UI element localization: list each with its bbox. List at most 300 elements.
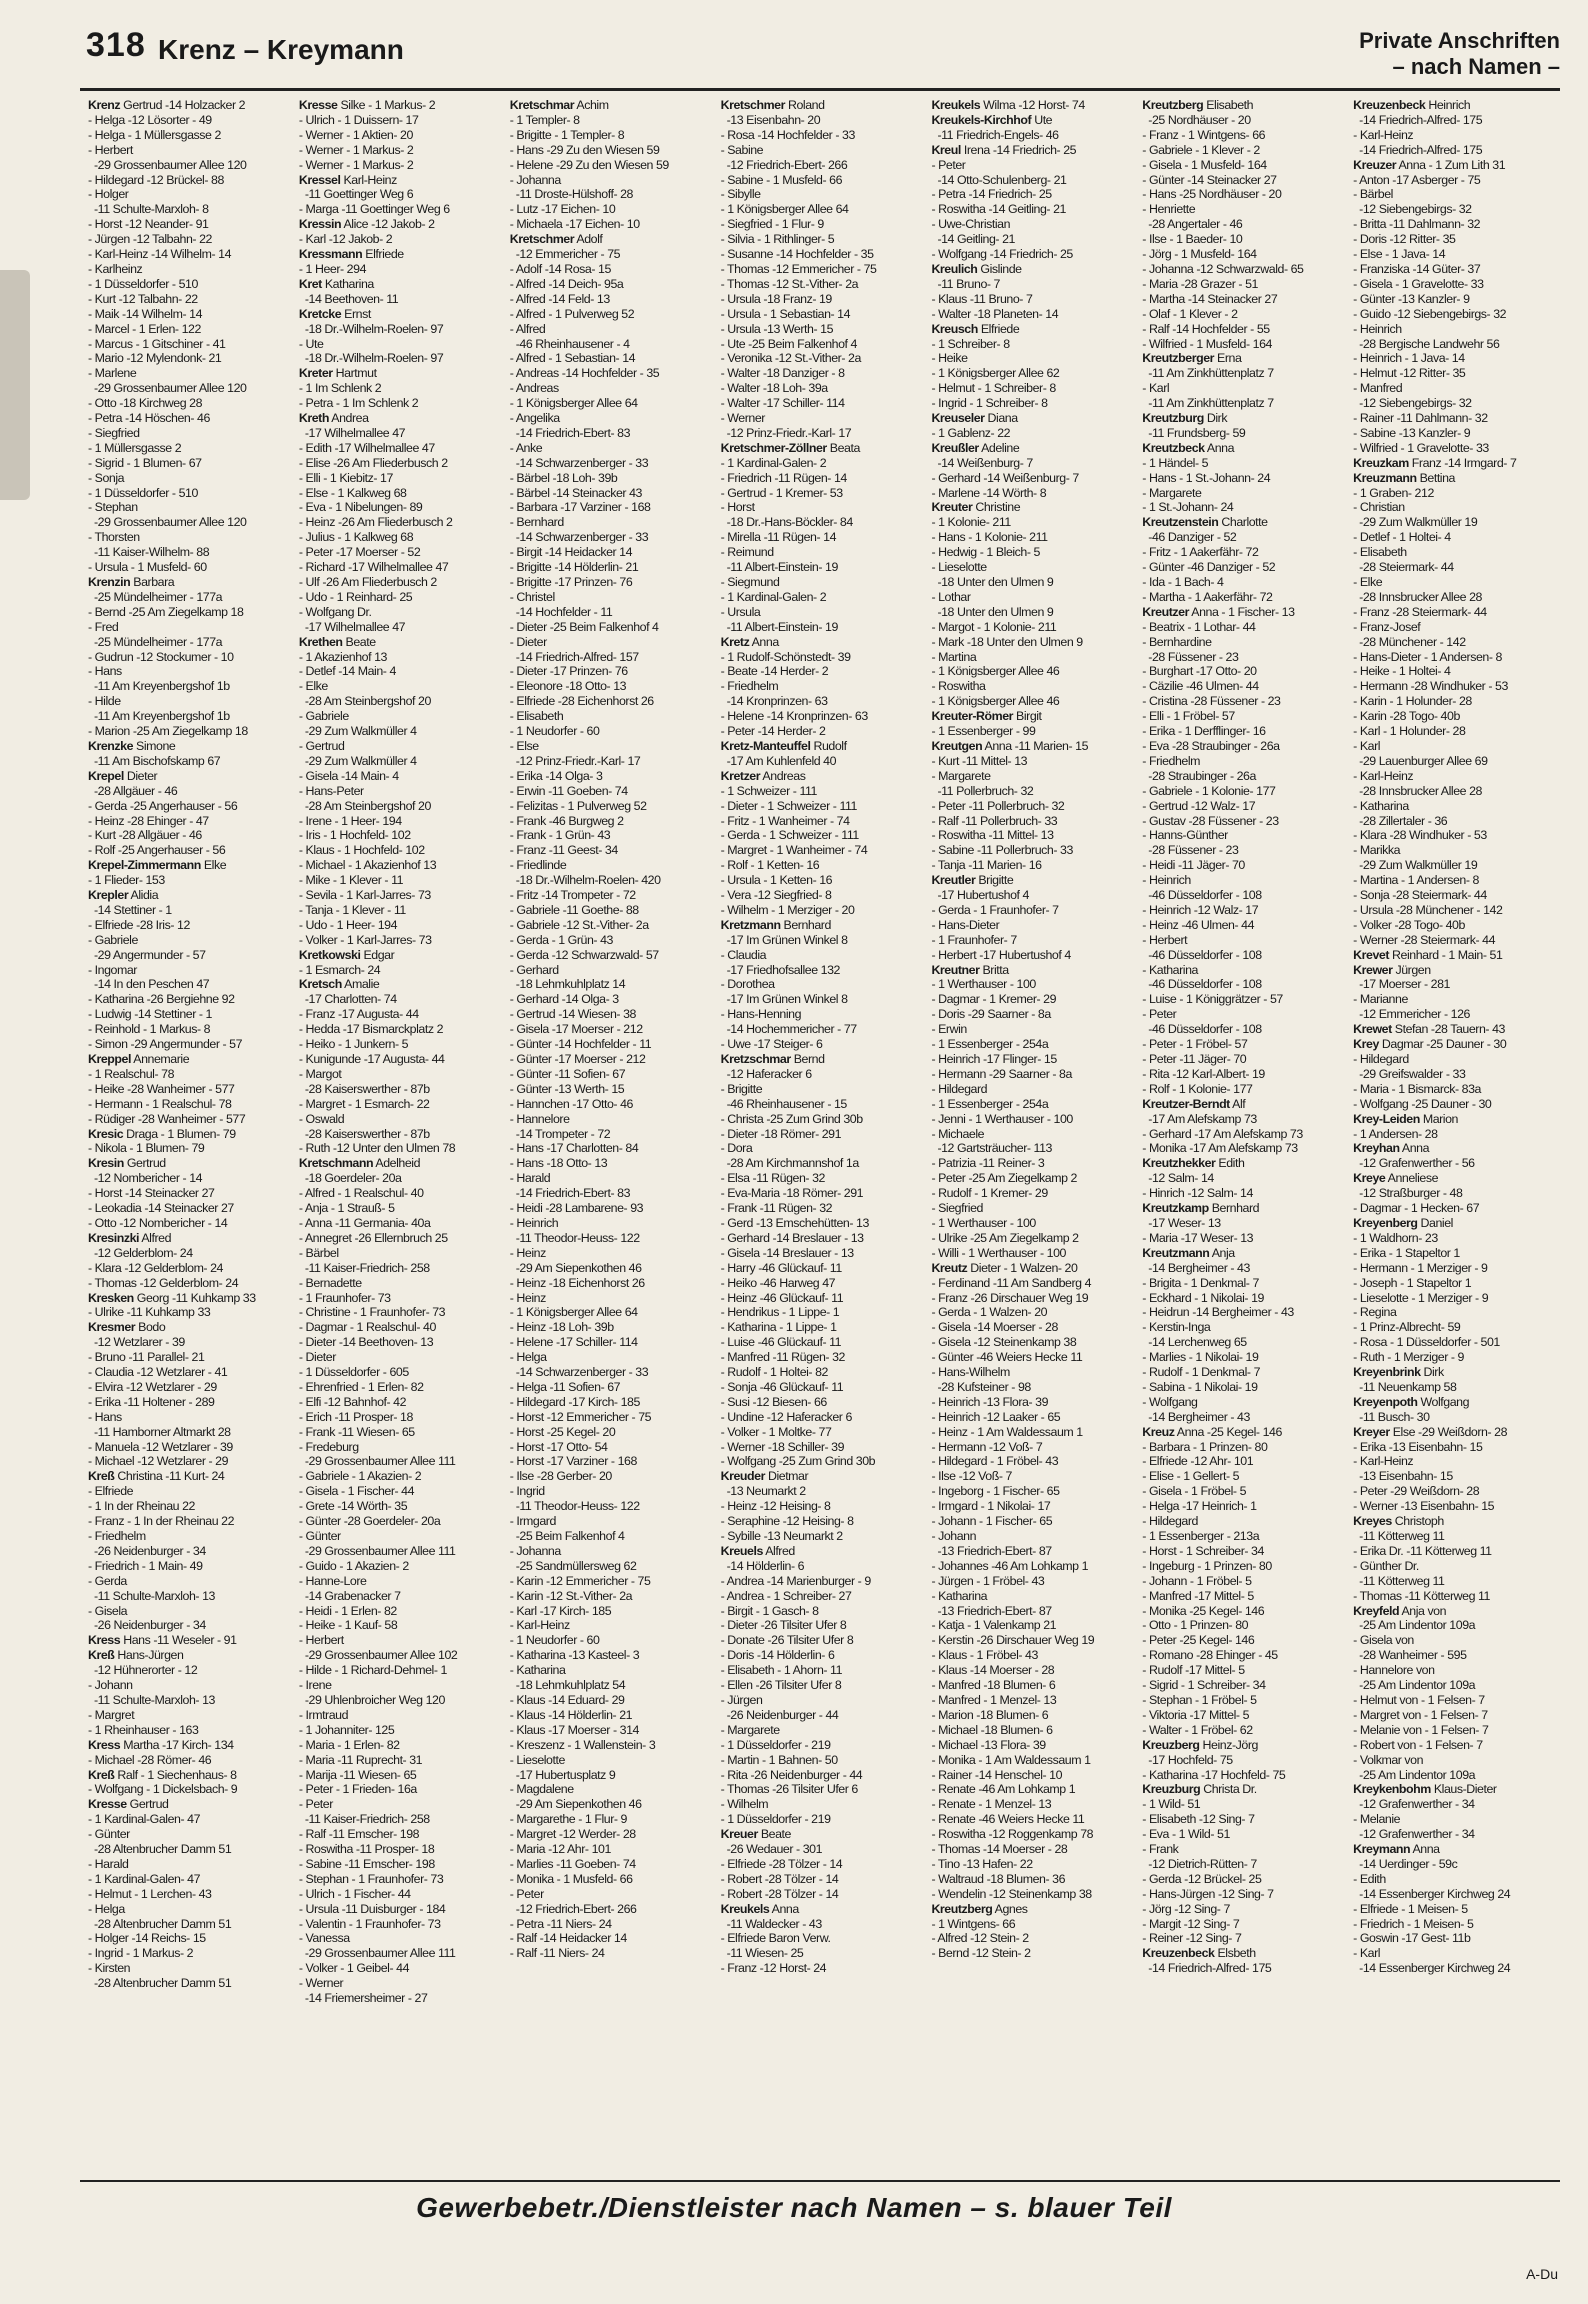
directory-entry: -11 Kaiser-Wilhelm- 88 (94, 545, 210, 560)
directory-surname-entry (1142, 411, 1349, 426)
directory-entry: - Marija -11 Wiesen- 65 (298, 1767, 417, 1782)
directory-entry: - Michael -12 Wetzlarer - 29 (88, 1454, 229, 1469)
directory-entry: - Rosa - 1 Düsseldorfer - 501 (1353, 1335, 1500, 1350)
entry-detail: Gertrud -14 Holzacker 2 (120, 98, 246, 112)
directory-entry: -17 Wilhelmallee 47 (304, 619, 406, 634)
surname: Kreutzberger (1142, 351, 1215, 366)
surname: Kreß (88, 1469, 115, 1484)
directory-entry: -18 Unter den Ulmen 9 (937, 575, 1054, 589)
directory-entry: - Ingomar (88, 962, 137, 977)
directory-entry: -11 Am Bischofskamp 67 (94, 753, 221, 768)
directory-entry: - Andreas (509, 381, 559, 396)
directory-entry: - Hans (88, 664, 122, 679)
entry-detail: Bettina (1416, 470, 1455, 485)
entry-detail: Gertrud (123, 1156, 166, 1171)
directory-entry: - Katharina -26 Bergiehne 92 (88, 992, 235, 1007)
directory-entry: - Ursula -13 Werth- 15 (720, 321, 834, 336)
directory-entry: - Rolf - 1 Ketten- 16 (720, 858, 820, 873)
directory-entry: - Margit -12 Sing- 7 (1142, 1916, 1240, 1931)
directory-entry: - Helene -17 Schiller- 114 (509, 1335, 638, 1350)
directory-entry: - Harald (88, 1856, 129, 1871)
directory-entry: -14 Otto-Schulenberg- 21 (937, 172, 1067, 187)
directory-entry: - Ursula - 1 Sebastian- 14 (720, 306, 851, 321)
directory-column-5 (931, 98, 1138, 2178)
directory-entry: - Werner - 1 Markus- 2 (298, 142, 414, 157)
directory-entry: - Melanie (1353, 1812, 1401, 1827)
entry-detail: Edgar (360, 947, 395, 962)
directory-entry: -14 Friedrich-Alfred- 175 (1148, 1961, 1272, 1976)
directory-entry: - 1 St.-Johann- 24 (1142, 500, 1234, 515)
directory-entry: - Frank -46 Burgweg 2 (509, 813, 624, 828)
surname: Kreyenberg (1353, 1215, 1418, 1230)
directory-surname-entry (721, 918, 928, 933)
directory-entry: - Lieselotte (931, 560, 987, 575)
directory-entry: - Margarethe - 1 Flur- 9 (509, 1812, 627, 1827)
directory-entry: - Helga - 1 Müllersgasse 2 (88, 127, 221, 142)
directory-entry: - Stephan - 1 Fröbel- 5 (1142, 1692, 1257, 1707)
directory-entry: - Hildegard (1353, 1052, 1409, 1066)
entry-detail: Anja von (1399, 1603, 1447, 1618)
directory-entry: - Wolfgang Dr. (298, 604, 372, 619)
directory-entry: -17 Am Alefskamp 73 (1148, 1111, 1257, 1126)
directory-entry: -46 Rheinhausener - 15 (726, 1096, 847, 1111)
directory-entry: - Peter -25 Kegel- 146 (1142, 1633, 1255, 1648)
surname: Kreutgen (931, 738, 983, 753)
directory-entry: - Hans-Peter (298, 783, 364, 798)
surname: Kreppel (88, 1052, 131, 1066)
directory-entry: - Heiko -46 Harweg 47 (720, 1275, 836, 1290)
directory-entry: - Martina - 1 Andersen- 8 (1353, 873, 1479, 888)
directory-entry: -11 Kötterweg 11 (1359, 1573, 1445, 1588)
directory-entry: - Uwe-Christian (931, 217, 1011, 232)
directory-entry: - Karin - 1 Holunder- 28 (1353, 694, 1472, 709)
directory-entry: - Goswin -17 Gest- 11b (1353, 1931, 1471, 1946)
directory-entry: - Claudia (720, 947, 767, 962)
directory-entry: - Hans (88, 1409, 122, 1424)
directory-entry: - Werner (298, 1976, 344, 1991)
directory-entry: -11 Kötterweg 11 (1359, 1529, 1445, 1543)
directory-entry: - Gisela - 1 Fröbel- 5 (1142, 1484, 1247, 1499)
directory-entry: - Elise -26 Am Fliederbusch 2 (298, 455, 448, 470)
directory-entry: - Karl-Heinz (509, 1618, 570, 1633)
directory-entry: - Margret - 1 Wanheimer - 74 (720, 843, 868, 858)
directory-column-7 (1353, 98, 1560, 2178)
directory-entry: -26 Neidenburger - 34 (94, 1618, 206, 1633)
directory-surname-entry (299, 307, 506, 322)
directory-entry: - Robert von - 1 Felsen- 7 (1353, 1737, 1483, 1752)
directory-entry: -12 Grafenwerther - 34 (1359, 1797, 1475, 1812)
directory-entry: - Marcel - 1 Erlen- 122 (88, 321, 201, 336)
directory-entry: - Heinrich -17 Flinger- 15 (931, 1052, 1057, 1066)
directory-entry: - Hildegard (1142, 1514, 1198, 1529)
directory-entry: - Hilde (88, 694, 121, 709)
directory-entry: - 1 Düsseldorfer - 219 (720, 1737, 831, 1752)
directory-entry: - Dieter -17 Prinzen- 76 (509, 664, 628, 679)
surname: Kreutzkamp (1142, 1201, 1209, 1216)
directory-surname-entry (721, 98, 928, 113)
directory-entry: -14 Essenberger Kirchweg 24 (1359, 1961, 1511, 1976)
entry-detail: Bernhard (780, 917, 831, 932)
directory-surname-entry (299, 948, 506, 963)
directory-entry: - Claudia -12 Wetzlarer - 41 (88, 1365, 228, 1380)
directory-entry: - Grete -14 Wörth- 35 (298, 1499, 408, 1514)
directory-entry: -46 Rheinhausener - 4 (515, 336, 630, 351)
surname: Kreutzberg (1142, 98, 1204, 112)
directory-entry: - Günter (298, 1529, 341, 1543)
directory-entry: - Birgit -14 Heidacker 14 (509, 545, 633, 560)
directory-entry: -14 Schwarzenberger - 33 (515, 1365, 649, 1380)
directory-entry: -11 Busch- 30 (1359, 1409, 1430, 1424)
directory-entry: - Roswitha -11 Prosper- 18 (298, 1842, 435, 1857)
directory-entry: - Christel (509, 589, 555, 604)
directory-entry: - Martin - 1 Bahnen- 50 (720, 1752, 838, 1767)
directory-entry: -28 Füssener - 23 (1148, 843, 1239, 858)
directory-entry: - Viktoria -17 Mittel- 5 (1142, 1707, 1250, 1722)
directory-entry: - Elise - 1 Gellert- 5 (1142, 1469, 1240, 1484)
directory-surname-entry (1353, 963, 1560, 978)
directory-entry: - Bernadette (298, 1275, 362, 1290)
directory-entry: - 1 Gablenz- 22 (931, 425, 1011, 440)
directory-entry: - Karl -17 Kirch- 185 (509, 1603, 612, 1618)
surname: Kreutzer-Berndt (1142, 1096, 1230, 1111)
entry-detail: Wolfgang (1417, 1394, 1470, 1409)
directory-entry: - Elfi -12 Bahnhof- 42 (298, 1394, 407, 1409)
directory-entry: -17 Im Grünen Winkel 8 (726, 992, 848, 1007)
directory-entry: - Johanna -12 Schwarzwald- 65 (1142, 261, 1304, 276)
directory-entry: - Heinrich -12 Laaker - 65 (931, 1409, 1061, 1424)
directory-entry: - Günter (88, 1827, 130, 1842)
directory-entry: - Walter -17 Schiller- 114 (720, 396, 845, 411)
directory-entry: - Dagmar - 1 Realschul- 40 (298, 1320, 436, 1335)
directory-entry: - Jörg - 1 Musfeld- 164 (1142, 247, 1257, 262)
directory-entry: - Maria -28 Grazer - 51 (1142, 276, 1258, 291)
directory-entry: -14 Geitling- 21 (937, 232, 1015, 247)
directory-surname-entry (931, 709, 1138, 724)
directory-entry: - Burghart -17 Otto- 20 (1142, 664, 1257, 679)
directory-entry: - Anja - 1 Strauß- 5 (298, 1201, 395, 1216)
surname: Kresken (88, 1290, 134, 1305)
directory-surname-entry (88, 1469, 295, 1484)
directory-entry: -29 Angermunder - 57 (94, 947, 206, 962)
directory-entry: - Alfred -14 Deich- 95a (509, 276, 624, 291)
surname: Kretschmann (298, 1156, 374, 1171)
directory-entry: - Bärbel -18 Loh- 39b (509, 470, 618, 485)
directory-entry: - Helga -12 Lösorter - 49 (88, 112, 212, 127)
directory-entry: -14 Bergheimer - 43 (1148, 1260, 1250, 1275)
directory-entry: - 1 Königsberger Allee 46 (931, 694, 1060, 709)
directory-entry: - Heidi - 1 Erlen- 82 (298, 1603, 397, 1618)
directory-entry: - Mirella -11 Rügen- 14 (720, 530, 837, 545)
directory-entry: - Hanns-Günther (1142, 828, 1228, 843)
directory-entry: - Gabriele - 1 Klever - 2 (1142, 142, 1260, 157)
directory-entry: - Mike - 1 Klever - 11 (298, 873, 404, 888)
directory-entry: -29 Am Siepenkothen 46 (515, 1260, 642, 1275)
surname: Kreyenpoth (1353, 1394, 1418, 1409)
directory-entry: - Ulrich - 1 Duissern- 17 (298, 112, 419, 127)
directory-entry: - Barbara -17 Varziner - 168 (509, 500, 651, 515)
directory-entry: - Gertrud - 1 Kremer- 53 (720, 485, 843, 500)
directory-entry: - Hans-Wilhelm (931, 1365, 1010, 1380)
directory-entry: - Hannelore (509, 1111, 570, 1126)
directory-entry: - Tanja - 1 Klever - 11 (298, 902, 406, 917)
directory-entry: - 1 Johanniter- 125 (298, 1722, 395, 1737)
directory-entry: - Bernhard (509, 515, 564, 530)
surname: Kreyer (1353, 1424, 1390, 1439)
directory-entry: - Klaus -14 Moerser - 28 (931, 1663, 1055, 1678)
directory-entry: - Alfred - 1 Pulverweg 52 (509, 306, 635, 321)
directory-entry: - 1 Königsberger Allee 46 (931, 664, 1060, 679)
directory-entry: - Rudolf - 1 Denkmal- 7 (1142, 1365, 1261, 1380)
directory-entry: -18 Dr.-Hans-Böckler- 84 (726, 515, 853, 530)
entry-detail: Anna (1204, 440, 1235, 455)
directory-entry: -18 Unter den Ulmen 9 (937, 604, 1054, 619)
entry-detail: Ute (1031, 112, 1053, 127)
directory-entry: - Katharina (1142, 962, 1198, 977)
directory-entry: - Gerda - 1 Schweizer - 111 (720, 828, 859, 843)
directory-entry: - Olaf - 1 Klever - 2 (1142, 306, 1238, 321)
directory-surname-entry (1353, 158, 1560, 173)
surname: Kretzer (720, 768, 761, 783)
directory-entry: -29 Grossenbaumer Allee 120 (94, 515, 247, 530)
directory-entry: - Frank (1142, 1842, 1179, 1857)
entry-detail: Beata (826, 440, 860, 455)
directory-entry: - 1 Essenberger - 254a (931, 1037, 1049, 1052)
directory-entry: - Jürgen -12 Talbahn- 22 (88, 232, 212, 247)
directory-entry: - Ludwig -14 Stettiner - 1 (88, 1007, 212, 1022)
directory-surname-entry (1353, 1425, 1560, 1440)
directory-entry: - Maria - 1 Bismarck- 83a (1353, 1081, 1481, 1096)
directory-surname-entry (299, 217, 506, 232)
directory-entry: - 1 In der Rheinau 22 (88, 1499, 195, 1514)
directory-entry: - Peter -11 Pollerbruch- 32 (931, 798, 1065, 813)
directory-entry: - Michael - 1 Akazienhof 13 (298, 858, 437, 873)
directory-entry: - 1 Flieder- 153 (88, 873, 165, 888)
directory-entry: - 1 Kardinal-Galen- 47 (88, 1812, 201, 1827)
surname: Kresse (298, 98, 338, 112)
directory-entry: - Erwin -11 Goeben- 74 (509, 783, 628, 798)
directory-entry: - 1 Kardinal-Galen- 2 (720, 455, 827, 470)
directory-entry: - Horst -14 Steinacker 27 (88, 1186, 215, 1201)
entry-detail: Dirk (1420, 1365, 1444, 1380)
directory-entry: - Felizitas - 1 Pulverweg 52 (509, 798, 647, 813)
directory-entry: - Cristina -28 Füssener - 23 (1142, 694, 1281, 709)
directory-entry: - Helmut von - 1 Felsen- 7 (1353, 1692, 1485, 1707)
directory-entry: - Margarete (1142, 485, 1202, 500)
directory-entry: - Hildegard (931, 1081, 988, 1096)
directory-surname-entry (1142, 605, 1349, 620)
directory-entry: - Hermann -12 Voß- 7 (931, 1439, 1043, 1454)
directory-entry: - Rudolf -17 Mittel- 5 (1142, 1663, 1245, 1678)
directory-entry: - 1 Heer- 294 (298, 261, 367, 276)
directory-entry: - Elli - 1 Fröbel- 57 (1142, 709, 1235, 724)
directory-surname-entry (721, 635, 928, 650)
directory-surname-entry (931, 963, 1138, 978)
directory-entry: - Gisela (88, 1603, 128, 1618)
name-range-heading: Krenz – Kreymann (158, 34, 404, 65)
directory-entry: -28 Am Kirchmannshof 1a (726, 1156, 859, 1171)
directory-surname-entry (931, 322, 1138, 337)
entry-detail: Brigitte (975, 873, 1014, 888)
directory-entry: -11 Neuenkamp 58 (1359, 1379, 1457, 1394)
surname: Kreußler (931, 440, 979, 455)
directory-entry: - Mario -12 Mylendonk- 21 (88, 351, 222, 366)
directory-entry: - Karl (1353, 1946, 1381, 1961)
directory-entry: -11 Kaiser-Friedrich- 258 (304, 1260, 430, 1275)
entry-detail: Wilma -12 Horst- 74 (980, 98, 1085, 112)
surname: Kretschmer-Zöllner (720, 440, 827, 455)
directory-entry: - Dieter - 1 Schweizer - 111 (720, 798, 857, 813)
directory-entry: - Heidi -11 Jäger- 70 (1142, 858, 1245, 873)
directory-entry: - Kurt -11 Mittel- 13 (931, 753, 1028, 768)
directory-entry: - Erika -13 Eisenbahn- 15 (1353, 1439, 1483, 1454)
directory-entry: - Maria -12 Ahr- 101 (509, 1842, 611, 1857)
directory-entry: - Vanessa (298, 1931, 350, 1946)
directory-column-3 (510, 98, 717, 2178)
entry-detail: Christa Dr. (1200, 1782, 1257, 1797)
directory-entry: - Friedhelm (88, 1529, 146, 1543)
directory-entry: - Ute (298, 336, 324, 351)
directory-entry: - Heidrun -14 Bergheimer - 43 (1142, 1305, 1294, 1320)
directory-entry: -11 Hamborner Altmarkt 28 (94, 1424, 231, 1439)
directory-entry: - 1 Wild- 51 (1142, 1797, 1201, 1812)
directory-entry: - Walter -18 Planeten- 14 (931, 306, 1059, 321)
directory-entry: - Gerda -12 Schwarzwald- 57 (509, 947, 659, 962)
directory-entry: - Siegfried - 1 Flur- 9 (720, 217, 824, 232)
entry-detail: Klaus-Dieter (1430, 1782, 1497, 1797)
directory-entry: - Renate - 1 Menzel- 13 (931, 1797, 1052, 1812)
directory-entry: - Nikola - 1 Blumen- 79 (88, 1141, 205, 1156)
entry-detail: Anna (769, 1901, 799, 1916)
directory-surname-entry (1353, 1782, 1560, 1797)
directory-entry: -14 Schwarzenberger - 33 (515, 455, 649, 470)
directory-entry: -46 Düsseldorfer - 108 (1148, 1022, 1262, 1037)
entry-detail: Adolf (574, 232, 603, 247)
directory-entry: - Regina (1353, 1305, 1397, 1320)
directory-entry: - Herbert (88, 142, 133, 157)
surname: Kreutz (931, 1260, 968, 1275)
directory-entry: - Heike (931, 351, 968, 366)
surname: Kretschmer (720, 98, 785, 112)
directory-entry: - Marcus - 1 Gitschiner - 41 (88, 336, 226, 351)
directory-entry: - Ulrike -25 Am Ziegelkamp 2 (931, 1230, 1079, 1245)
corner-code: A-Du (1526, 2266, 1558, 2282)
directory-surname-entry (1353, 1514, 1560, 1529)
directory-entry: - Undine -12 Haferacker 6 (720, 1409, 852, 1424)
entry-detail: Alfred (139, 1230, 172, 1245)
directory-entry: - Ralf -11 Niers- 24 (509, 1946, 605, 1961)
entry-detail: Christoph (1391, 1514, 1444, 1529)
directory-entry: - Karl - 1 Holunder- 28 (1353, 724, 1466, 739)
directory-entry: - Ulrike -11 Kuhkamp 33 (88, 1305, 211, 1320)
section-heading-line1: Private Anschriften (1359, 28, 1560, 53)
entry-detail: Alice -12 Jakob- 2 (341, 217, 435, 232)
directory-entry: - Hilde - 1 Richard-Dehmel- 1 (298, 1663, 447, 1678)
directory-entry: -12 Dietrich-Rütten- 7 (1148, 1856, 1257, 1871)
directory-entry: - Erich -11 Prosper- 18 (298, 1409, 413, 1424)
directory-entry: - Reiner -12 Sing- 7 (1142, 1931, 1242, 1946)
directory-entry: -14 Bergheimer - 43 (1148, 1409, 1250, 1424)
directory-entry: - Marion -18 Blumen- 6 (931, 1707, 1049, 1722)
directory-entry: - Elke (1353, 575, 1383, 589)
directory-surname-entry (1353, 1604, 1560, 1619)
directory-column-4 (721, 98, 928, 2178)
directory-entry: -14 Hölderlin- 6 (726, 1558, 805, 1573)
directory-surname-entry (299, 98, 506, 113)
directory-entry: -28 Altenbrucher Damm 51 (94, 1976, 232, 1991)
surname: Krenzin (88, 575, 131, 589)
directory-entry: - Elvira -12 Wetzlarer - 29 (88, 1379, 217, 1394)
directory-entry: - Hans-Dieter (931, 917, 1000, 932)
directory-entry: - Helene -29 Zu den Wiesen 59 (509, 157, 669, 172)
directory-entry: - Kirsten (88, 1961, 131, 1976)
directory-entry: -11 Schulte-Marxloh- 8 (94, 202, 209, 217)
directory-entry: - Fritz - 1 Aakerfähr- 72 (1142, 545, 1259, 560)
directory-entry: - Doris -12 Ritter- 35 (1353, 232, 1456, 247)
directory-surname-entry (1142, 1156, 1349, 1171)
entry-detail: Elfriede (977, 321, 1020, 336)
directory-entry: - Gisela -14 Main- 4 (298, 768, 399, 783)
directory-entry: - Udo - 1 Reinhard- 25 (298, 589, 413, 604)
directory-entry: - Manfred - 1 Menzel- 13 (931, 1692, 1057, 1707)
directory-entry: - Susanne -14 Hochfelder - 35 (720, 247, 874, 262)
directory-entry: -11 Am Zinkhüttenplatz 7 (1148, 396, 1274, 411)
directory-entry: - Hedwig - 1 Bleich- 5 (931, 545, 1040, 560)
directory-entry: - 1 Templer- 8 (509, 112, 580, 127)
directory-entry: - Horst -12 Emmericher - 75 (509, 1409, 652, 1424)
directory-entry: -28 Münchener - 142 (1359, 634, 1466, 649)
directory-entry: - Elli - 1 Kiebitz- 17 (298, 470, 393, 485)
directory-entry: - Sabine (720, 142, 764, 157)
directory-entry: - Peter (298, 1797, 333, 1812)
directory-entry: - Maria -17 Weser- 13 (1142, 1230, 1254, 1245)
directory-entry: - Karin -12 Emmericher - 75 (509, 1573, 651, 1588)
directory-entry: - Heinrich (509, 1215, 559, 1230)
directory-entry: - Heike - 1 Holtei- 4 (1353, 664, 1451, 679)
directory-entry: -12 Haferacker 6 (726, 1066, 812, 1081)
directory-entry: - Ulf -26 Am Fliederbusch 2 (298, 575, 437, 589)
surname: Kreuzkam (1353, 455, 1409, 470)
directory-entry: - Elisabeth (1353, 545, 1407, 560)
directory-entry: - Klaus -14 Hölderlin- 21 (509, 1707, 633, 1722)
directory-entry: - Peter - 1 Fröbel- 57 (1142, 1037, 1248, 1052)
surname: Kreuzberg (1142, 1737, 1200, 1752)
directory-entry: -14 Friedrich-Alfred- 157 (515, 649, 639, 664)
directory-entry: - Bernd -12 Stein- 2 (931, 1946, 1031, 1961)
directory-entry: -28 Zillertaler - 36 (1359, 813, 1448, 828)
directory-column-2 (299, 98, 506, 2178)
entry-detail: Bodo (135, 1320, 166, 1335)
directory-entry: -12 Friedrich-Ebert- 266 (515, 1901, 637, 1916)
directory-entry: - Sevila - 1 Karl-Jarres- 73 (298, 888, 431, 903)
directory-surname-entry (88, 769, 295, 784)
directory-entry: - Renate -46 Weiers Hecke 11 (931, 1812, 1085, 1827)
surname: Kreter (298, 366, 333, 381)
entry-detail: Edith (1215, 1156, 1245, 1171)
directory-entry: - Margret von - 1 Felsen- 7 (1353, 1707, 1488, 1722)
surname: Krewer (1353, 962, 1393, 977)
directory-entry: - Horst -17 Otto- 54 (509, 1439, 608, 1454)
surname: Kretz (720, 634, 750, 649)
directory-entry: - Katharina -13 Kasteel- 3 (509, 1648, 640, 1663)
directory-surname-entry (1353, 456, 1560, 471)
directory-entry: - Rita -12 Karl-Albert- 19 (1142, 1066, 1265, 1081)
directory-entry: -12 Prinz-Friedr.-Karl- 17 (515, 753, 641, 768)
directory-entry: - Gerda -12 Brückel- 25 (1142, 1871, 1262, 1886)
directory-entry: - Eleonore -18 Otto- 13 (509, 679, 627, 694)
directory-entry: -14 Schwarzenberger - 33 (515, 530, 649, 545)
directory-entry: - Bärbel -14 Steinacker 43 (509, 485, 642, 500)
directory-surname-entry (299, 277, 506, 292)
